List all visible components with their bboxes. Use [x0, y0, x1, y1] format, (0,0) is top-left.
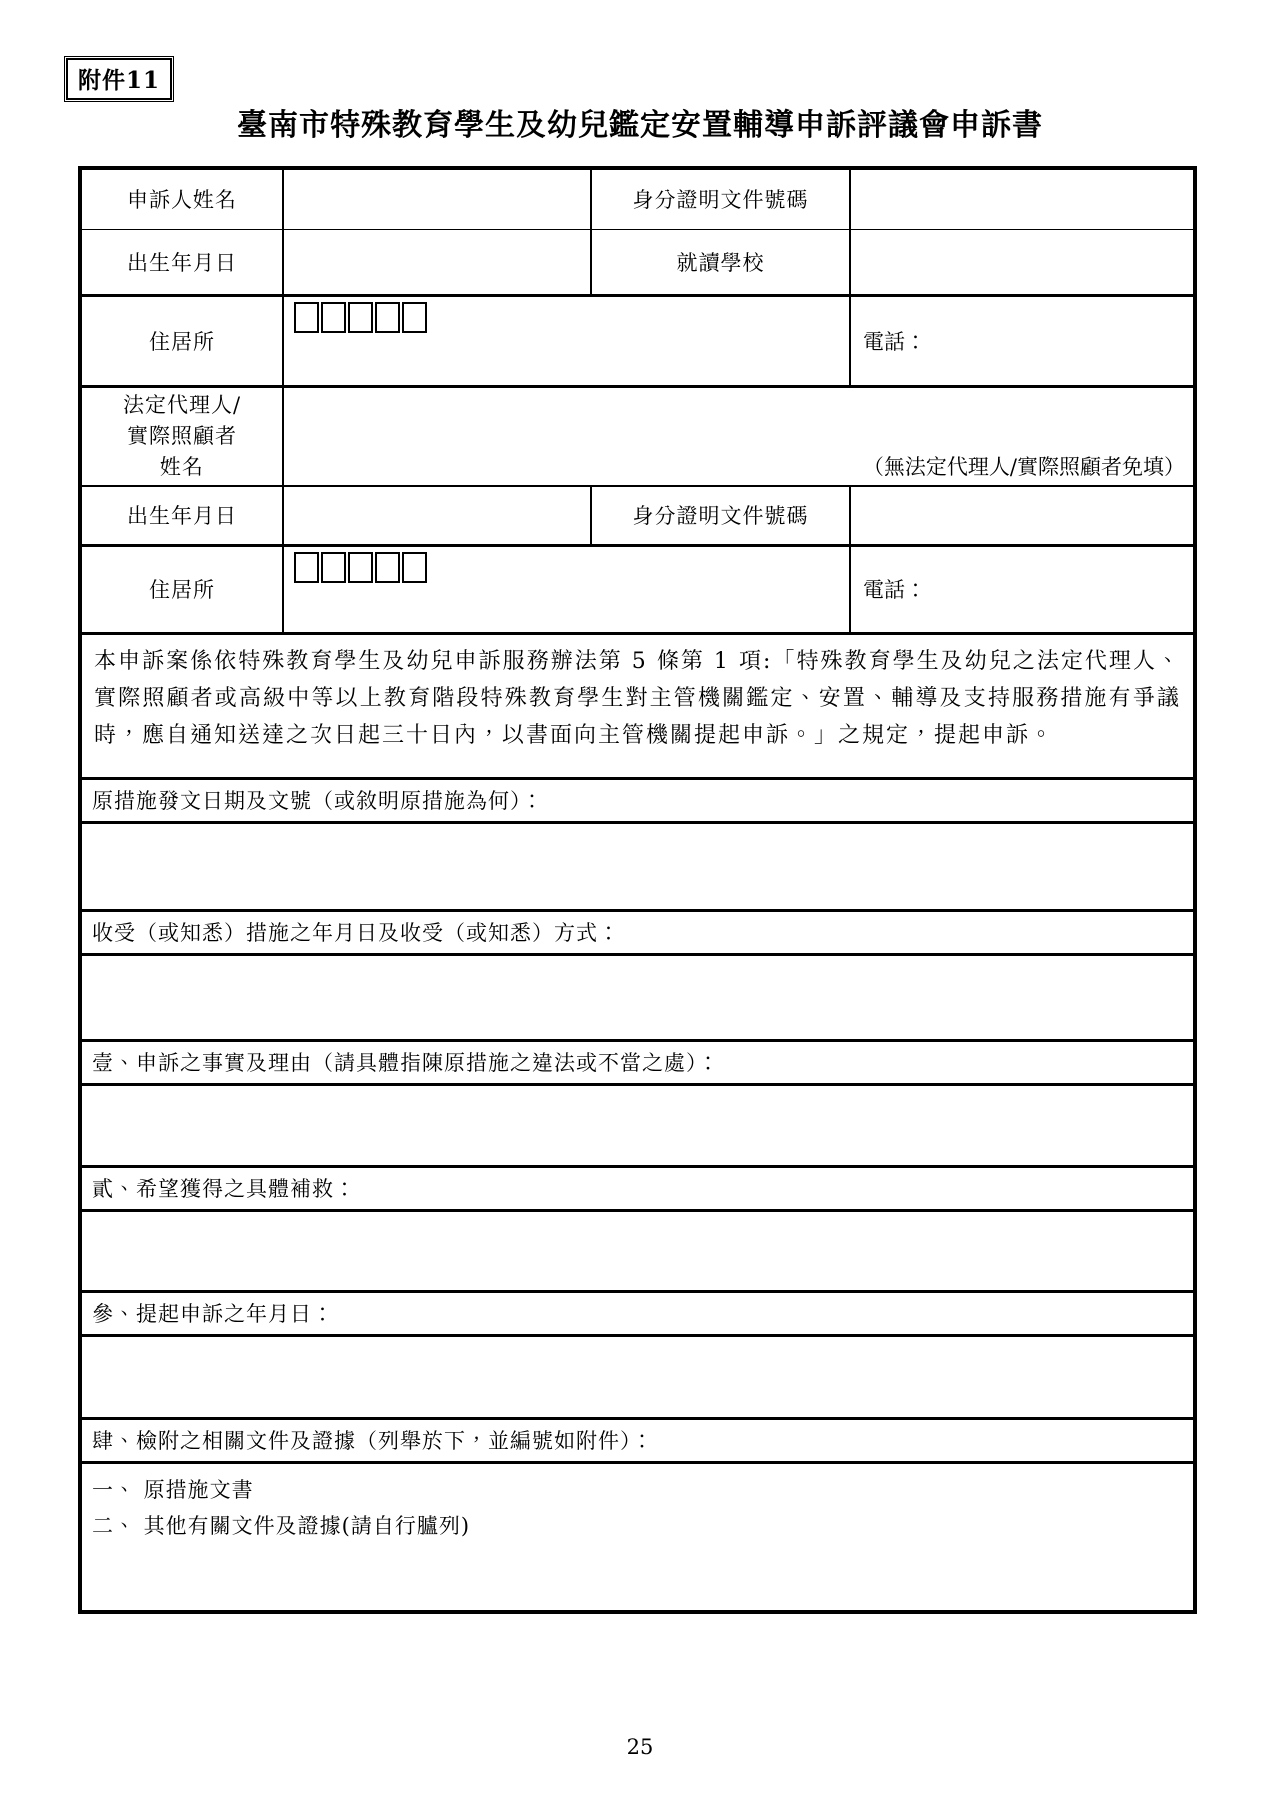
- guardian-residence-row: [80, 545, 1195, 633]
- appellant-phone-label: 電話：: [850, 295, 1195, 386]
- guardian-name-row: [80, 386, 1195, 486]
- section-heading-row: [80, 1291, 1195, 1335]
- appellant-residence-row: [80, 295, 1195, 386]
- legal-basis-row: [80, 633, 1195, 778]
- attachment-item-2: 二、 其他有關文件及證據(請自行臚列): [92, 1513, 471, 1538]
- appellant-birth-value: [283, 229, 591, 295]
- guardian-birth-row: [80, 486, 1195, 545]
- guardian-birth-label: 出生年月日: [80, 486, 283, 545]
- page-number: 25: [626, 1735, 654, 1759]
- appellant-residence-label: 住居所: [80, 295, 283, 386]
- section-blank-row: [80, 954, 1195, 1040]
- appellant-id-value: [850, 168, 1195, 229]
- appeal-form-table: [78, 166, 1197, 1614]
- guardian-birth-value: [283, 486, 591, 545]
- facts-reasons-heading: 壹、申訴之事實及理由（請具體指陳原措施之違法或不當之處）：: [80, 1040, 1195, 1084]
- attachments-list-cell: [80, 1462, 1195, 1612]
- guardian-residence-label: 住居所: [80, 545, 283, 633]
- original-measure-value: [80, 822, 1195, 910]
- section-heading-row: [80, 1040, 1195, 1084]
- appellant-id-label: 身分證明文件號碼: [591, 168, 850, 229]
- guardian-name-value: [283, 386, 1195, 486]
- school-value: [850, 229, 1195, 295]
- postal-code-box: [375, 302, 400, 333]
- guardian-id-label: 身分證明文件號碼: [591, 486, 850, 545]
- appellant-name-value: [283, 168, 591, 229]
- postal-code-boxes: [294, 302, 849, 333]
- guardian-phone-label: 電話：: [850, 545, 1195, 633]
- section-blank-row: [80, 1084, 1195, 1166]
- appellant-name-row: [80, 168, 1195, 229]
- attachment-number-badge: 附件11: [66, 58, 172, 100]
- attachment-item-1: 一、 原措施文書: [92, 1477, 254, 1502]
- postal-code-box: [402, 302, 427, 333]
- original-measure-heading: 原措施發文日期及文號（或敘明原措施為何）：: [80, 778, 1195, 822]
- postal-code-box: [294, 552, 319, 583]
- guardian-label-line1: 法定代理人/: [122, 392, 242, 417]
- postal-code-box: [321, 302, 346, 333]
- legal-basis-cell: [80, 633, 1195, 778]
- section-heading-row: [80, 1166, 1195, 1210]
- section-blank-row: [80, 1335, 1195, 1418]
- remedy-value: [80, 1210, 1195, 1291]
- remedy-heading: 貳、希望獲得之具體補救：: [80, 1166, 1195, 1210]
- postal-code-box: [375, 552, 400, 583]
- appellant-birth-row: [80, 229, 1195, 295]
- guardian-address-cell: [283, 545, 850, 633]
- guardian-id-value: [850, 486, 1195, 545]
- attachments-heading: 肆、檢附之相關文件及證據（列舉於下，並編號如附件）：: [80, 1418, 1195, 1462]
- school-label: 就讀學校: [591, 229, 850, 295]
- appellant-birth-label: 出生年月日: [80, 229, 283, 295]
- appeal-date-heading: 參、提起申訴之年月日：: [80, 1291, 1195, 1335]
- postal-code-boxes: [294, 552, 849, 583]
- facts-reasons-value: [80, 1084, 1195, 1166]
- appellant-name-label: 申訴人姓名: [80, 168, 283, 229]
- section-heading-row: [80, 910, 1195, 954]
- section-blank-row: [80, 1210, 1195, 1291]
- guardian-name-label: [80, 386, 283, 486]
- guardian-note: （無法定代理人/實際照顧者免填）: [862, 455, 1185, 479]
- section-blank-row: [80, 822, 1195, 910]
- attachments-list-row: [80, 1462, 1195, 1612]
- receipt-date-heading: 收受（或知悉）措施之年月日及收受（或知悉）方式：: [80, 910, 1195, 954]
- appeal-date-value: [80, 1335, 1195, 1418]
- guardian-label-line2: 實際照顧者: [127, 423, 237, 448]
- legal-basis-text: 本申訴案係依特殊教育學生及幼兒申訴服務辦法第 5 條第 1 項:「特殊教育學生及幼兒之法定代理人、實際照顧者或高級中等以上教育階段特殊教育學生對主管機關鑑定、安置、輔導及支持服務措施有爭議時，應自通知送達之次日起三十日內，以書面向主管機關提起申訴。」之規定，提起申訴。: [94, 648, 1181, 748]
- postal-code-box: [402, 552, 427, 583]
- receipt-date-value: [80, 954, 1195, 1040]
- postal-code-box: [348, 302, 373, 333]
- postal-code-box: [348, 552, 373, 583]
- page-title: 臺南市特殊教育學生及幼兒鑑定安置輔導申訴評議會申訴書: [237, 108, 1043, 143]
- guardian-label-line3: 姓名: [160, 454, 204, 479]
- postal-code-box: [321, 552, 346, 583]
- appellant-address-cell: [283, 295, 850, 386]
- section-heading-row: [80, 778, 1195, 822]
- section-heading-row: [80, 1418, 1195, 1462]
- postal-code-box: [294, 302, 319, 333]
